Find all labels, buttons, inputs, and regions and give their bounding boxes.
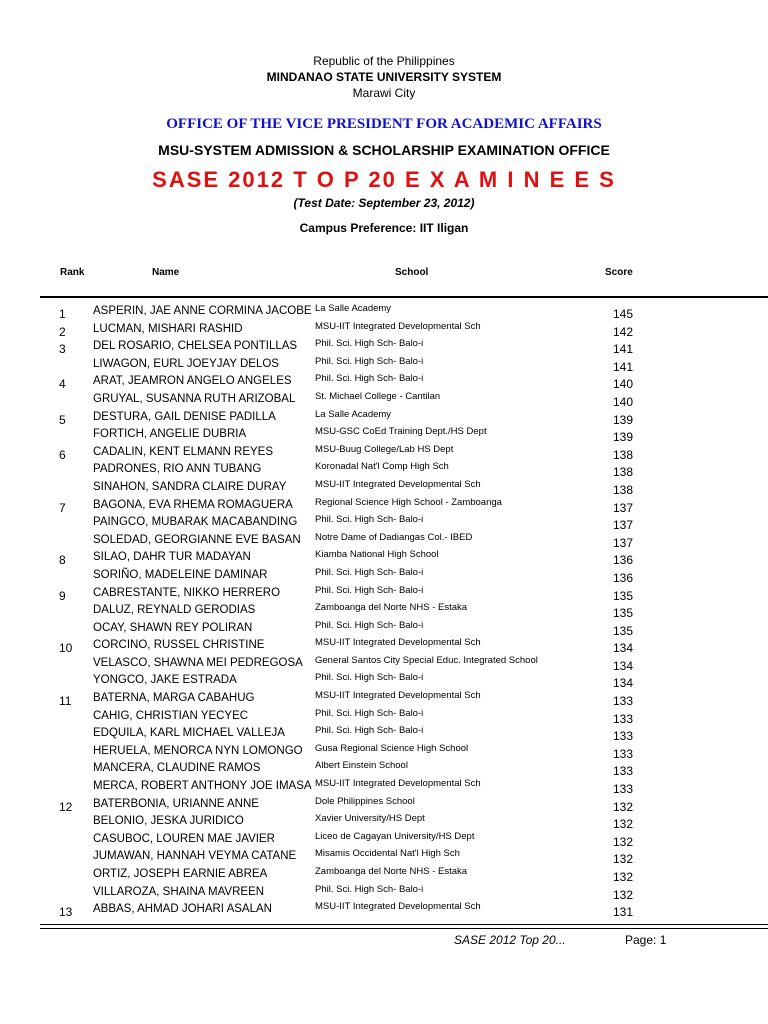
table-row [0, 354, 768, 372]
table-row [0, 407, 768, 425]
column-header-score: Score [605, 267, 633, 278]
name-cell: OCAY, SHAWN REY POLIRAN [93, 621, 253, 634]
table-row [0, 336, 768, 357]
rank-cell: 13 [59, 905, 73, 920]
score-cell: 140 [613, 377, 634, 392]
name-cell: SILAO, DAHR TUR MADAYAN [93, 551, 251, 564]
table-row [0, 371, 768, 392]
rank-cell: 10 [59, 641, 73, 656]
table-row [0, 653, 768, 671]
school-cell: La Salle Academy [315, 303, 392, 314]
table-row [0, 882, 768, 900]
school-cell: MSU-Buug College/Lab HS Dept [315, 443, 454, 455]
rank-cell: 3 [59, 342, 66, 357]
school-cell: Phil. Sci. High Sch- Balo-i [315, 672, 424, 684]
office-title: OFFICE OF THE VICE PRESIDENT FOR ACADEMIC AFFAIRS [166, 116, 602, 132]
school-cell: MSU-GSC CoEd Training Dept./HS Dept [315, 426, 487, 438]
table-row [0, 459, 768, 480]
city-line: Marawi City [352, 86, 416, 100]
school-cell: MSU-IIT Integrated Developmental Sch [315, 901, 481, 913]
score-cell: 135 [613, 623, 634, 638]
table-row [0, 530, 768, 548]
score-cell: 132 [613, 870, 634, 884]
table-row [0, 829, 768, 847]
score-cell: 134 [613, 676, 634, 691]
examinee-table [0, 301, 768, 920]
school-cell: Phil. Sci. High Sch- Balo-i [315, 514, 424, 526]
name-cell: CAHIG, CHRISTIAN YECYEC [93, 709, 249, 722]
score-cell: 141 [613, 342, 634, 357]
school-cell: Phil. Sci. High Sch- Balo-i [315, 373, 424, 385]
score-cell: 137 [613, 535, 634, 550]
name-cell: DESTURA, GAIL DENISE PADILLA [93, 410, 276, 423]
table-row [0, 600, 768, 621]
score-cell: 138 [613, 465, 634, 480]
school-cell: Phil. Sci. High Sch- Balo-i [315, 355, 424, 367]
campus-preference: Campus Preference: IIT Iligan [299, 221, 469, 235]
score-cell: 138 [613, 447, 634, 462]
school-cell: Zamboanga del Norte NHS - Estaka [315, 602, 468, 614]
score-cell: 140 [613, 394, 634, 409]
score-cell: 137 [613, 518, 634, 533]
table-row [0, 758, 768, 779]
score-cell: 141 [613, 359, 634, 374]
name-cell: ORTIZ, JOSEPH EARNIE ABREA [93, 868, 268, 880]
name-cell: VELASCO, SHAWNA MEI PEDREGOSA [93, 656, 303, 669]
table-row [0, 442, 768, 460]
table-row [0, 301, 768, 319]
republic-line: Republic of the Philippines [313, 54, 455, 68]
score-cell: 135 [613, 606, 634, 621]
rank-cell: 12 [59, 799, 73, 814]
school-cell: Phil. Sci. High Sch- Balo-i [315, 619, 424, 631]
school-cell: Phil. Sci. High Sch- Balo-i [315, 707, 424, 719]
table-row [0, 583, 768, 601]
name-cell: ARAT, JEAMRON ANGELO ANGELES [93, 375, 292, 388]
school-cell: MSU-IIT Integrated Developmental Sch [315, 690, 481, 702]
score-cell: 132 [613, 852, 634, 867]
school-cell: Kiamba National High School [315, 549, 439, 561]
school-cell: La Salle Academy [315, 408, 392, 420]
score-cell: 134 [613, 658, 634, 673]
name-cell: CORCINO, RUSSEL CHRISTINE [93, 639, 265, 652]
school-cell: Notre Dame of Dadiangas Col.- IBED [315, 531, 473, 543]
school-cell: MSU-IIT Integrated Developmental Sch [315, 478, 481, 490]
table-row [0, 723, 768, 744]
score-cell: 133 [613, 782, 634, 797]
rank-cell: 11 [59, 694, 72, 709]
name-cell: CABRESTANTE, NIKKO HERRERO [93, 586, 281, 599]
school-cell: Misamis Occidental Nat'l High Sch [315, 848, 460, 860]
name-cell: DEL ROSARIO, CHELSEA PONTILLAS [93, 340, 298, 353]
score-cell: 132 [613, 834, 634, 849]
rank-cell: 9 [59, 588, 66, 603]
school-cell: MSU-IIT Integrated Developmental Sch [315, 320, 481, 332]
table-row [0, 635, 768, 656]
table-row [0, 811, 768, 832]
table-row [0, 319, 768, 337]
score-cell: 132 [613, 799, 634, 814]
rank-cell: 4 [59, 377, 66, 392]
university-name: MINDANAO STATE UNIVERSITY SYSTEM [266, 70, 502, 84]
score-cell: 133 [613, 764, 634, 779]
column-header-school: School [395, 267, 429, 278]
score-cell: 145 [613, 307, 634, 321]
name-cell: EDQUILA, KARL MICHAEL VALLEJA [93, 727, 285, 740]
school-cell: Regional Science High School - Zamboanga [315, 496, 502, 508]
name-cell: CADALIN, KENT ELMANN REYES [93, 445, 274, 458]
table-row [0, 776, 768, 797]
name-cell: SORIÑO, MADELEINE DAMINAR [93, 568, 268, 581]
school-cell: St. Michael College - Cantilan [315, 390, 441, 402]
table-row [0, 688, 768, 709]
school-cell: Phil. Sci. High Sch- Balo-i [315, 584, 424, 596]
school-cell: Dole Philippines School [315, 795, 415, 807]
score-cell: 131 [613, 905, 634, 920]
score-cell: 137 [613, 500, 634, 515]
school-cell: Koronadal Nat'l Comp High Sch [315, 461, 449, 473]
table-row [0, 794, 768, 812]
school-cell: Xavier University/HS Dept [315, 813, 425, 825]
score-cell: 136 [613, 570, 634, 585]
rank-cell: 2 [59, 324, 66, 339]
school-cell: Albert Einstein School [315, 760, 408, 772]
school-cell: General Santos City Special Educ. Integrated School [315, 654, 538, 666]
school-cell: Phil. Sci. High Sch- Balo-i [315, 883, 424, 895]
name-cell: JUMAWAN, HANNAH VEYMA CATANE [93, 850, 297, 863]
header-divider [40, 296, 768, 298]
table-row [0, 512, 768, 533]
name-cell: SINAHON, SANDRA CLAIRE DURAY [93, 480, 287, 493]
document-title: SASE 2012 T O P 20 E X A M I N E E S [152, 167, 616, 192]
name-cell: YONGCO, JAKE ESTRADA [93, 674, 237, 687]
name-cell: BELONIO, JESKA JURIDICO [93, 815, 244, 828]
score-cell: 133 [613, 711, 634, 726]
name-cell: LUCMAN, MISHARI RASHID [93, 322, 243, 335]
score-cell: 136 [613, 553, 634, 568]
table-row [0, 424, 768, 445]
name-cell: BATERNA, MARGA CABAHUG [93, 692, 255, 705]
table-row [0, 899, 768, 920]
rank-cell: 7 [59, 500, 66, 515]
score-cell: 134 [613, 641, 634, 656]
name-cell: SOLEDAD, GEORGIANNE EVE BASAN [93, 533, 301, 546]
table-row [0, 495, 768, 513]
exam-office-title: MSU-SYSTEM ADMISSION & SCHOLARSHIP EXAMINATION OFFICE [158, 142, 610, 158]
school-cell: Phil. Sci. High Sch- Balo-i [315, 566, 424, 578]
school-cell: Phil. Sci. High Sch- Balo-i [315, 338, 424, 350]
name-cell: HERUELA, MENORCA NYN LOMONGO [93, 744, 303, 757]
name-cell: ABBAS, AHMAD JOHARI ASALAN [93, 903, 272, 916]
table-row [0, 670, 768, 691]
table-row [0, 389, 768, 407]
column-header-name: Name [152, 267, 180, 278]
table-row [0, 477, 768, 495]
table-row [0, 565, 768, 583]
score-cell: 133 [613, 746, 634, 761]
page-number: Page: 1 [625, 933, 667, 947]
footer-divider-lower [40, 928, 768, 929]
score-cell: 133 [613, 694, 634, 709]
name-cell: ASPERIN, JAE ANNE CORMINA JACOBE [93, 305, 312, 317]
name-cell: PADRONES, RIO ANN TUBANG [93, 463, 262, 476]
score-cell: 132 [613, 887, 634, 902]
rank-cell: 8 [59, 553, 66, 568]
test-date: (Test Date: September 23, 2012) [293, 196, 475, 210]
name-cell: PAINGCO, MUBARAK MACABANDING [93, 516, 298, 529]
rank-cell: 6 [59, 447, 66, 462]
score-cell: 138 [613, 482, 634, 497]
score-cell: 139 [613, 430, 634, 445]
table-row [0, 547, 768, 568]
rank-cell: 5 [59, 412, 66, 427]
table-row [0, 864, 768, 882]
score-cell: 139 [613, 412, 634, 427]
footer-divider-upper [40, 924, 768, 925]
rank-cell: 1 [59, 307, 66, 321]
school-cell: Phil. Sci. High Sch- Balo-i [315, 725, 424, 737]
score-cell: 132 [613, 817, 634, 832]
name-cell: LIWAGON, EURL JOEYJAY DELOS [93, 357, 279, 370]
name-cell: CASUBOC, LOUREN MAE JAVIER [93, 832, 275, 845]
column-header-rank: Rank [60, 267, 85, 278]
name-cell: VILLAROZA, SHAINA MAVREEN [93, 885, 265, 898]
name-cell: MERCA, ROBERT ANTHONY JOE IMASA [93, 780, 312, 793]
table-row [0, 846, 768, 867]
table-row [0, 618, 768, 636]
table-row [0, 706, 768, 724]
school-cell: MSU-IIT Integrated Developmental Sch [315, 637, 481, 649]
school-cell: Zamboanga del Norte NHS - Estaka [315, 866, 468, 877]
score-cell: 135 [613, 588, 634, 603]
name-cell: DALUZ, REYNALD GERODIAS [93, 604, 256, 617]
name-cell: BAGONA, EVA RHEMA ROMAGUERA [93, 498, 293, 511]
table-row [0, 741, 768, 759]
score-cell: 133 [613, 729, 634, 744]
school-cell: Gusa Regional Science High School [315, 742, 469, 754]
score-cell: 142 [613, 324, 634, 339]
school-cell: MSU-IIT Integrated Developmental Sch [315, 778, 481, 790]
footer-title: SASE 2012 Top 20... [454, 933, 566, 947]
name-cell: BATERBONIA, URIANNE ANNE [93, 797, 259, 810]
name-cell: GRUYAL, SUSANNA RUTH ARIZOBAL [93, 392, 296, 405]
name-cell: MANCERA, CLAUDINE RAMOS [93, 762, 261, 775]
name-cell: FORTICH, ANGELIE DUBRIA [93, 428, 247, 441]
school-cell: Liceo de Cagayan University/HS Dept [315, 830, 475, 842]
